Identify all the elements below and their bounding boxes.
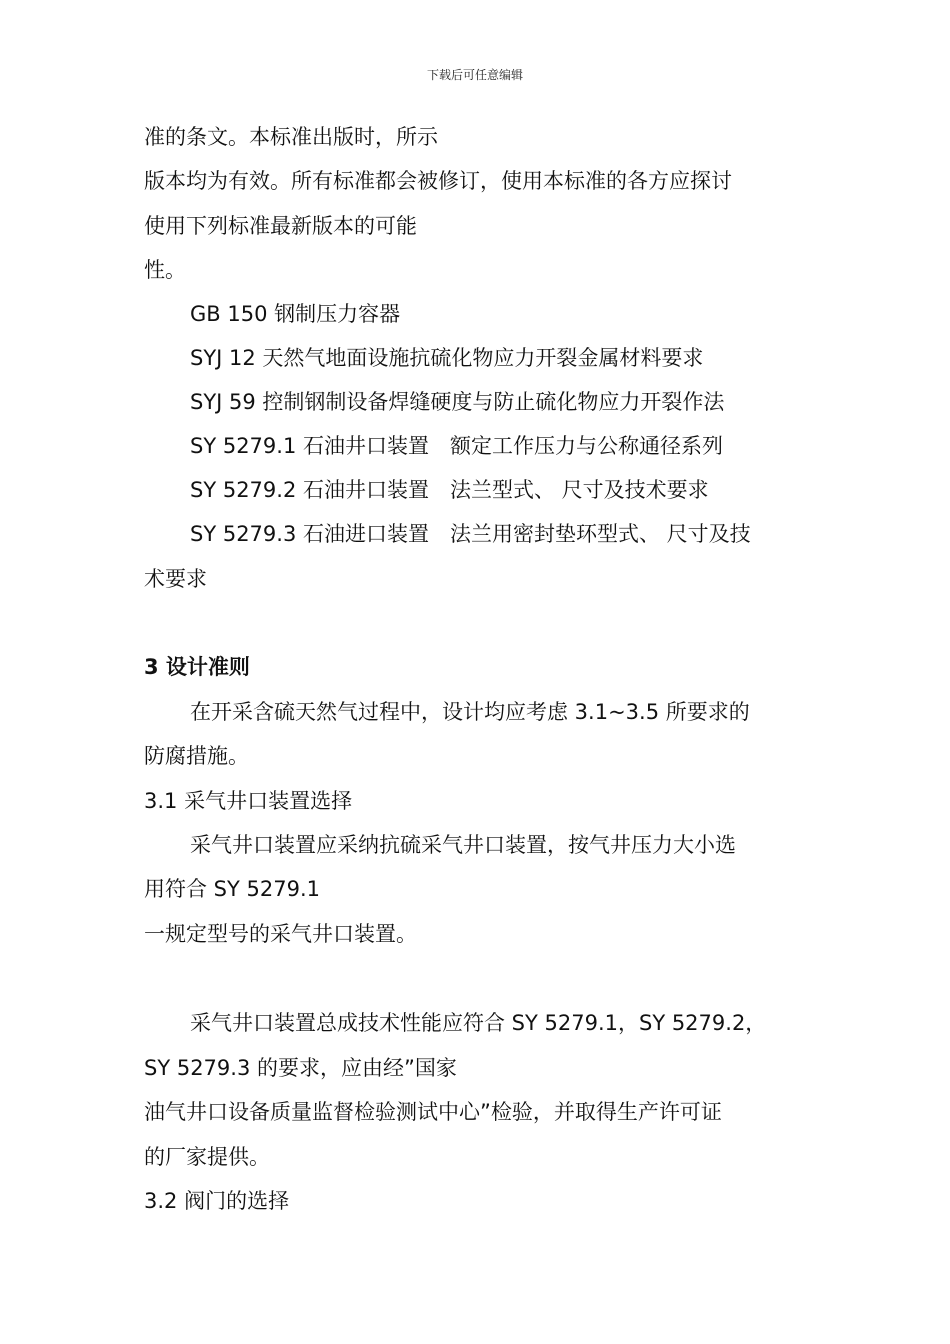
subsection-heading: 3.1 采气井口装置选择 [144, 789, 353, 813]
body-text-line: SY 5279.3 的要求，应由经”国家 [144, 1056, 457, 1080]
standard-reference: SY 5279.2 石油井口装置 法兰型式、 尺寸及技术要求 [190, 478, 709, 502]
standard-reference: SY 5279.1 石油井口装置 额定工作压力与公称通径系列 [190, 434, 723, 458]
body-text-line: 采气井口装置总成技术性能应符合 SY 5279.1，SY 5279.2， [190, 1011, 767, 1035]
body-text-line: 的厂家提供。 [144, 1145, 270, 1169]
subsection-heading: 3.2 阀门的选择 [144, 1189, 290, 1213]
body-text-line: 准的条文。本标准出版时，所示 [144, 125, 438, 149]
standard-reference: SY 5279.3 石油进口装置 法兰用密封垫环型式、 尺寸及技 [190, 522, 751, 546]
body-text-line: 版本均为有效。所有标准都会被修订，使用本标准的各方应探讨 [144, 169, 732, 193]
standard-reference: SYJ 59 控制钢制设备焊缝硬度与防止硫化物应力开裂作法 [190, 390, 725, 414]
standard-reference: SYJ 12 天然气地面设施抗硫化物应力开裂金属材料要求 [190, 346, 704, 370]
body-text-line: 油气井口设备质量监督检验测试中心”检验，并取得生产许可证 [144, 1100, 722, 1124]
body-text-line: 术要求 [144, 567, 207, 591]
body-text-line: 一规定型号的采气井口装置。 [144, 922, 417, 946]
body-text-line: 在开采含硫天然气过程中，设计均应考虑 3.1~3.5 所要求的 [190, 700, 750, 724]
body-text-line: 性。 [144, 258, 186, 282]
page-header-note: 下载后可任意编辑 [426, 68, 523, 82]
body-text-line: 用符合 SY 5279.1 [144, 877, 320, 901]
section-heading: 3 设计准则 [144, 655, 250, 679]
body-text-line: 采气井口装置应采纳抗硫采气井口装置，按气井压力大小选 [190, 833, 736, 857]
body-text-line: 防腐措施。 [144, 744, 249, 768]
standard-reference: GB 150 钢制压力容器 [190, 302, 401, 326]
body-text-line: 使用下列标准最新版本的可能 [144, 214, 417, 238]
